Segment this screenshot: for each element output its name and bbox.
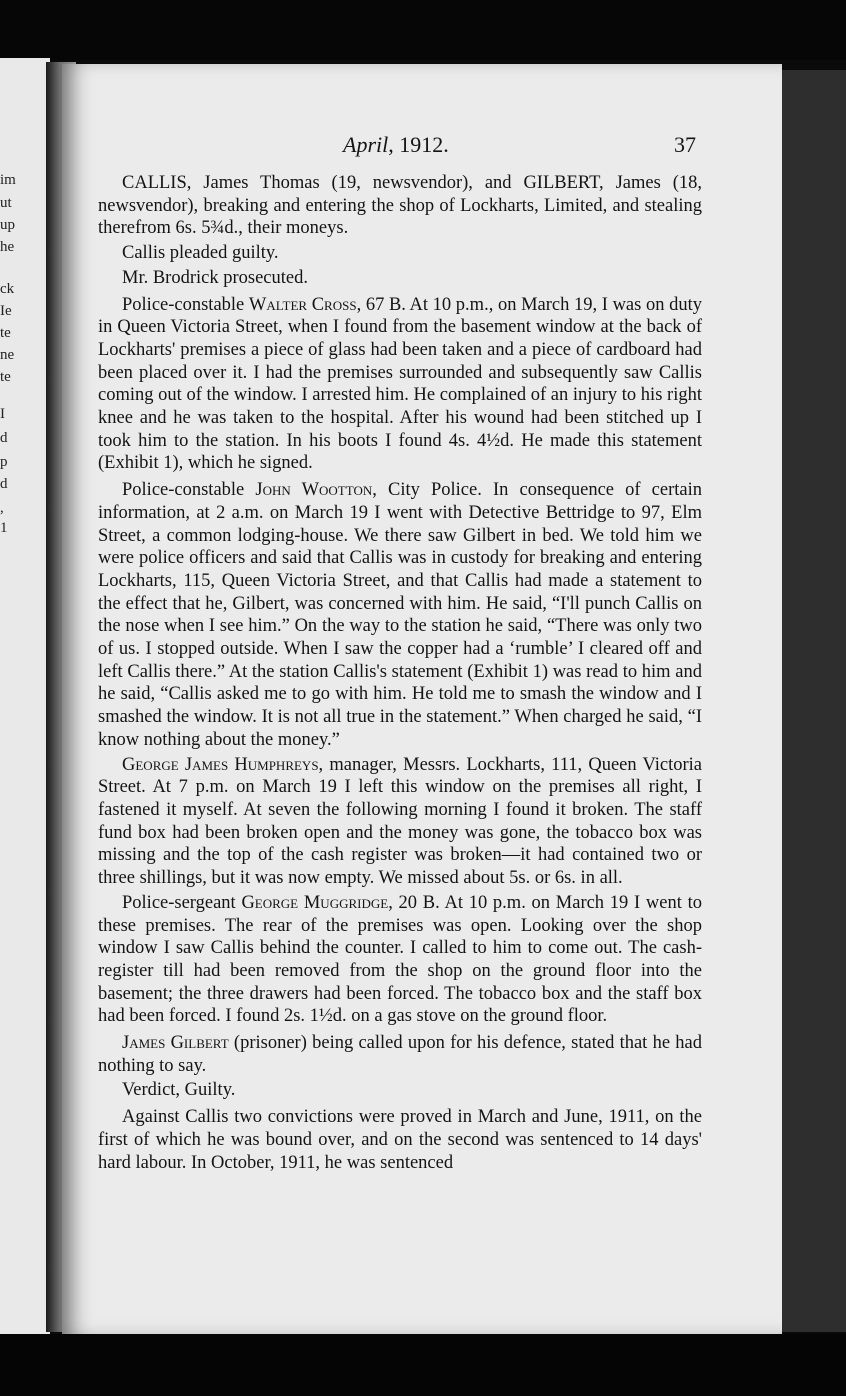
witness-name: John Wootton [255,480,373,501]
witness-paragraph [98,892,702,1028]
page-body [98,172,702,1176]
facing-page-fragment: he [0,239,15,255]
witness-role: Police-sergeant [122,892,242,913]
plea-paragraph: Callis pleaded guilty. [122,243,279,264]
facing-page-fragment: I [0,406,5,422]
facing-page-fragment: ut [0,195,12,211]
defence-paragraph [98,1032,702,1077]
scan-bottom-border [0,1334,846,1396]
prosecutor-paragraph: Mr. Brodrick prosecuted. [122,267,308,288]
facing-page-fragment: d [0,430,8,446]
witness-name: George Muggridge [241,892,389,913]
witness-name: George James Humphreys [122,754,319,775]
witness-paragraph [98,294,702,476]
witness-testimony: , 20 B. At 10 p.m. on March 19 I went to these premises. The rear of the premises was open. Looking over the shop window I saw Callis behind the counter. I called to him to come out. The cash-register till had been removed from the shop on the ground floor into the basement; the three drawers had been forced. The tobacco box and the staff box had been forced. I found 2s. 1½d. on a gas stove on the ground floor. [98,892,702,1027]
facing-page-fragment: im [0,172,16,188]
scan-top-border [0,0,846,60]
prisoner-name: James Gilbert [122,1033,229,1054]
verdict-paragraph: Verdict, Guilty. [122,1080,236,1101]
page-header [62,128,782,164]
facing-page-fragment: te [0,325,11,341]
witness-role: Police-constable [122,480,256,501]
witness-paragraph [98,479,702,751]
witness-testimony: , manager, Messrs. Lockharts, 111, Queen Victoria Street. At 7 p.m. on March 19 I left this window on the premises all right, I fastened it myself. At seven the following morning I found it broken. The staff fund box had been broken open and the money was gone, the tobacco box was missing and the top of the cash register was broken—it had contained two or three shillings, but it was now empty. We missed about 5s. or 6s. in all. [98,754,702,889]
facing-page-fragment: te [0,369,11,385]
facing-page-fragment: ck [0,281,15,297]
facing-page-fragment: , [0,500,4,516]
witness-role: Police-constable [122,294,249,315]
page-number: 37 [674,132,696,157]
running-head-year: , 1912. [388,132,449,157]
running-head-month: April [343,132,389,157]
facing-page-fragment: ne [0,347,15,363]
book-page [62,64,782,1334]
convictions-paragraph: Against Callis two convictions were proved in March and June, 1911, on the first of which he was bound over, and on the second was sentenced to 14 days' hard labour. In October, 1911, he was sentenced [98,1107,702,1173]
witness-testimony: , 67 B. At 10 p.m., on March 19, I was on duty in Queen Victoria Street, when I found from the basement window at the back of Lockharts' premises a piece of glass had been taken and a piece of cardboard had been placed over it. I had the premises surrounded and subsequently saw Callis coming out of the window. I arrested him. He complained of an injury to his right knee and he was taken to the hospital. After his wound had been stitched up I took him to the station. In his boots I found 4s. 4½d. He made this statement (Exhibit 1), which he signed. [98,294,703,474]
page-edge-shadow [778,70,846,1332]
running-head [343,132,449,158]
defence-statement: (prisoner) being called upon for his defence, stated that he had nothing to say. [98,1033,702,1076]
facing-page-fragment: Ie [0,303,12,319]
witness-paragraph [98,754,702,890]
facing-page-fragment: d [0,476,8,492]
witness-name: Walter Cross [248,294,357,315]
facing-page-fragment: up [0,217,15,233]
facing-page-edge [0,58,50,1338]
facing-page-fragment: p [0,454,8,470]
facing-page-fragment: 1 [0,520,8,536]
case-heading-paragraph: CALLIS, James Thomas (19, newsvendor), and GILBERT, James (18, newsvendor), breaking and entering the shop of Lockharts, Limited, and stealing therefrom 6s. 5¾d., their moneys. [98,173,702,239]
witness-testimony: , City Police. In consequence of certain information, at 2 a.m. on March 19 I went with Detective Bettridge to 97, Elm Street, a common lodging-house. We there saw Gilbert in bed. We told him we were police officers and said that Callis was in custody for breaking and entering Lockharts, 115, Queen Victoria Street, and that Callis had made a statement to the effect that he, Gilbert, was concerned with him. He said, “I'll punch Callis on the nose when I see him.” On the way to the station he said, “There was only two of us. I stopped outside. When I saw the copper had a ‘rumble’ I cleared off and left Callis there.” At the station Callis's statement (Exhibit 1) was read to him and he said, “Callis asked me to go with him. He told me to smash the window and I smashed the window. It is not all true in the statement.” When charged he said, “I know nothing about the money.” [98,480,703,750]
